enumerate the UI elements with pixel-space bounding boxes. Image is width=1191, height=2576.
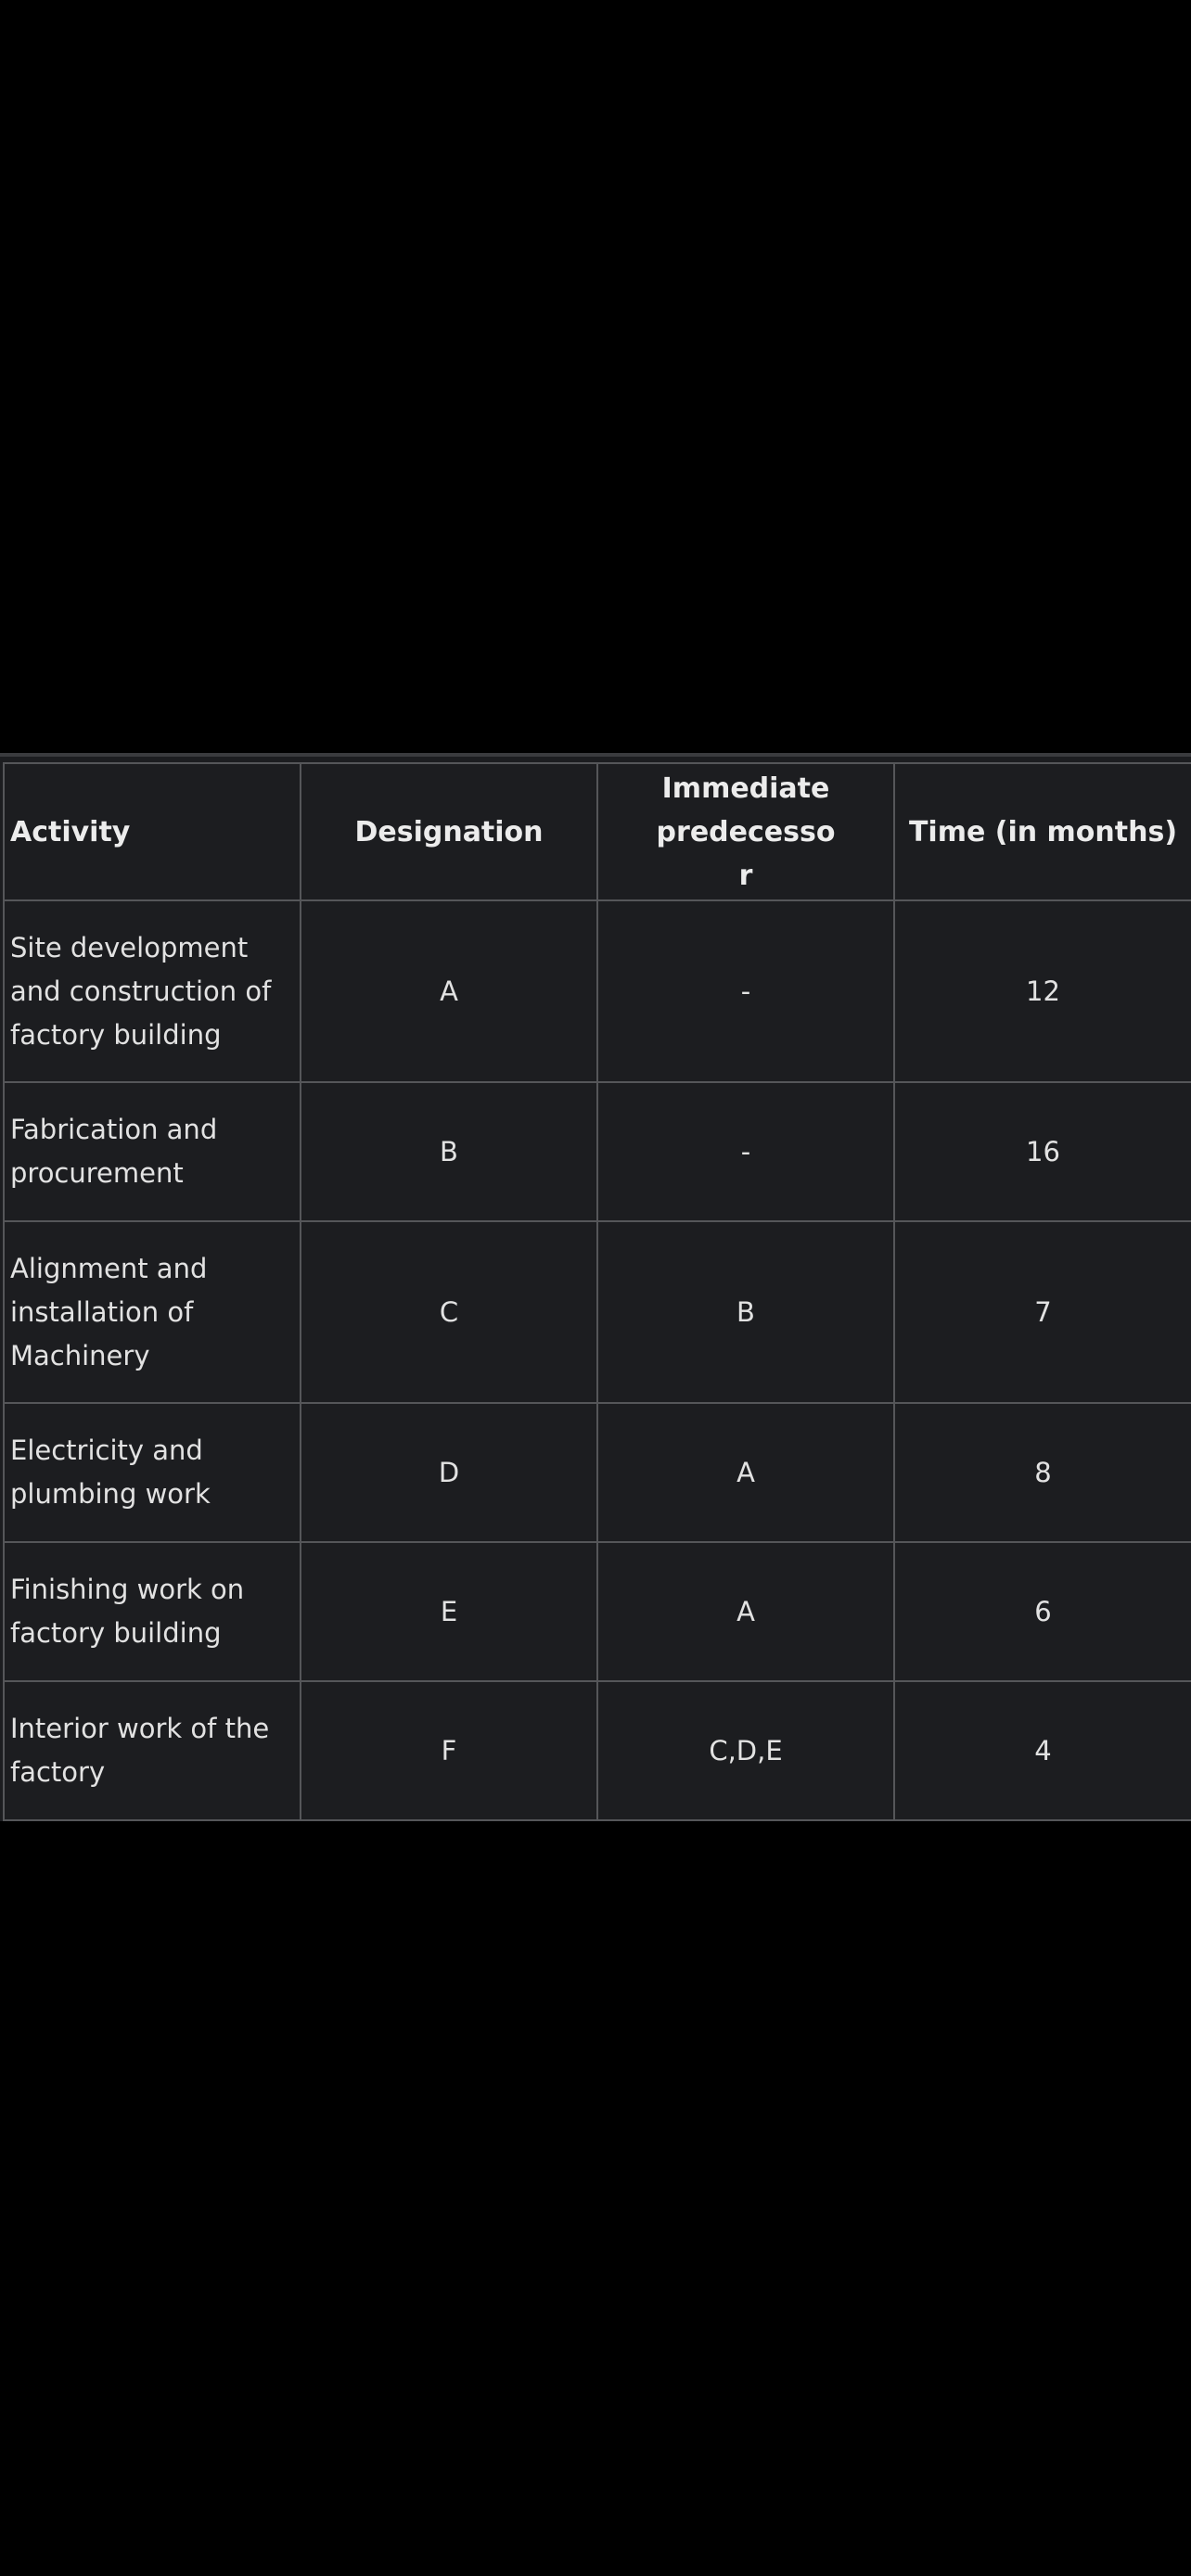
time-cell: 4	[894, 1681, 1191, 1820]
time-cell: 6	[894, 1542, 1191, 1681]
header-activity: Activity	[4, 763, 301, 900]
predecessor-cell: -	[597, 900, 894, 1082]
designation-cell: F	[301, 1681, 597, 1820]
designation-cell: B	[301, 1082, 597, 1221]
table-row	[4, 1082, 1191, 1221]
activity-cell: Fabrication and procurement	[4, 1082, 301, 1221]
time-cell: 16	[894, 1082, 1191, 1221]
time-cell: 7	[894, 1221, 1191, 1403]
activity-cell: Finishing work on factory building	[4, 1542, 301, 1681]
designation-cell: E	[301, 1542, 597, 1681]
table-row	[4, 1403, 1191, 1542]
predecessor-cell: -	[597, 1082, 894, 1221]
activity-cell: Site development and construction of factory building	[4, 900, 301, 1082]
table-row	[4, 1681, 1191, 1820]
activity-cell: Interior work of the factory	[4, 1681, 301, 1820]
header-designation: Designation	[301, 763, 597, 900]
predecessor-cell: A	[597, 1542, 894, 1681]
designation-cell: C	[301, 1221, 597, 1403]
table-row	[4, 1542, 1191, 1681]
predecessor-cell: A	[597, 1403, 894, 1542]
designation-cell: D	[301, 1403, 597, 1542]
predecessor-cell: C,D,E	[597, 1681, 894, 1820]
time-cell: 8	[894, 1403, 1191, 1542]
table-header-row	[4, 763, 1191, 900]
time-cell: 12	[894, 900, 1191, 1082]
activity-cell: Alignment and installation of Machinery	[4, 1221, 301, 1403]
activity-cell: Electricity and plumbing work	[4, 1403, 301, 1542]
table-row	[4, 900, 1191, 1082]
header-immediate-predecessor	[597, 763, 894, 900]
table-row	[4, 1221, 1191, 1403]
activity-table-container	[0, 753, 1191, 1821]
header-predecessor-text: Immediate predecessor	[656, 772, 836, 892]
predecessor-cell: B	[597, 1221, 894, 1403]
activity-table	[3, 762, 1191, 1821]
designation-cell: A	[301, 900, 597, 1082]
header-time: Time (in months)	[894, 763, 1191, 900]
